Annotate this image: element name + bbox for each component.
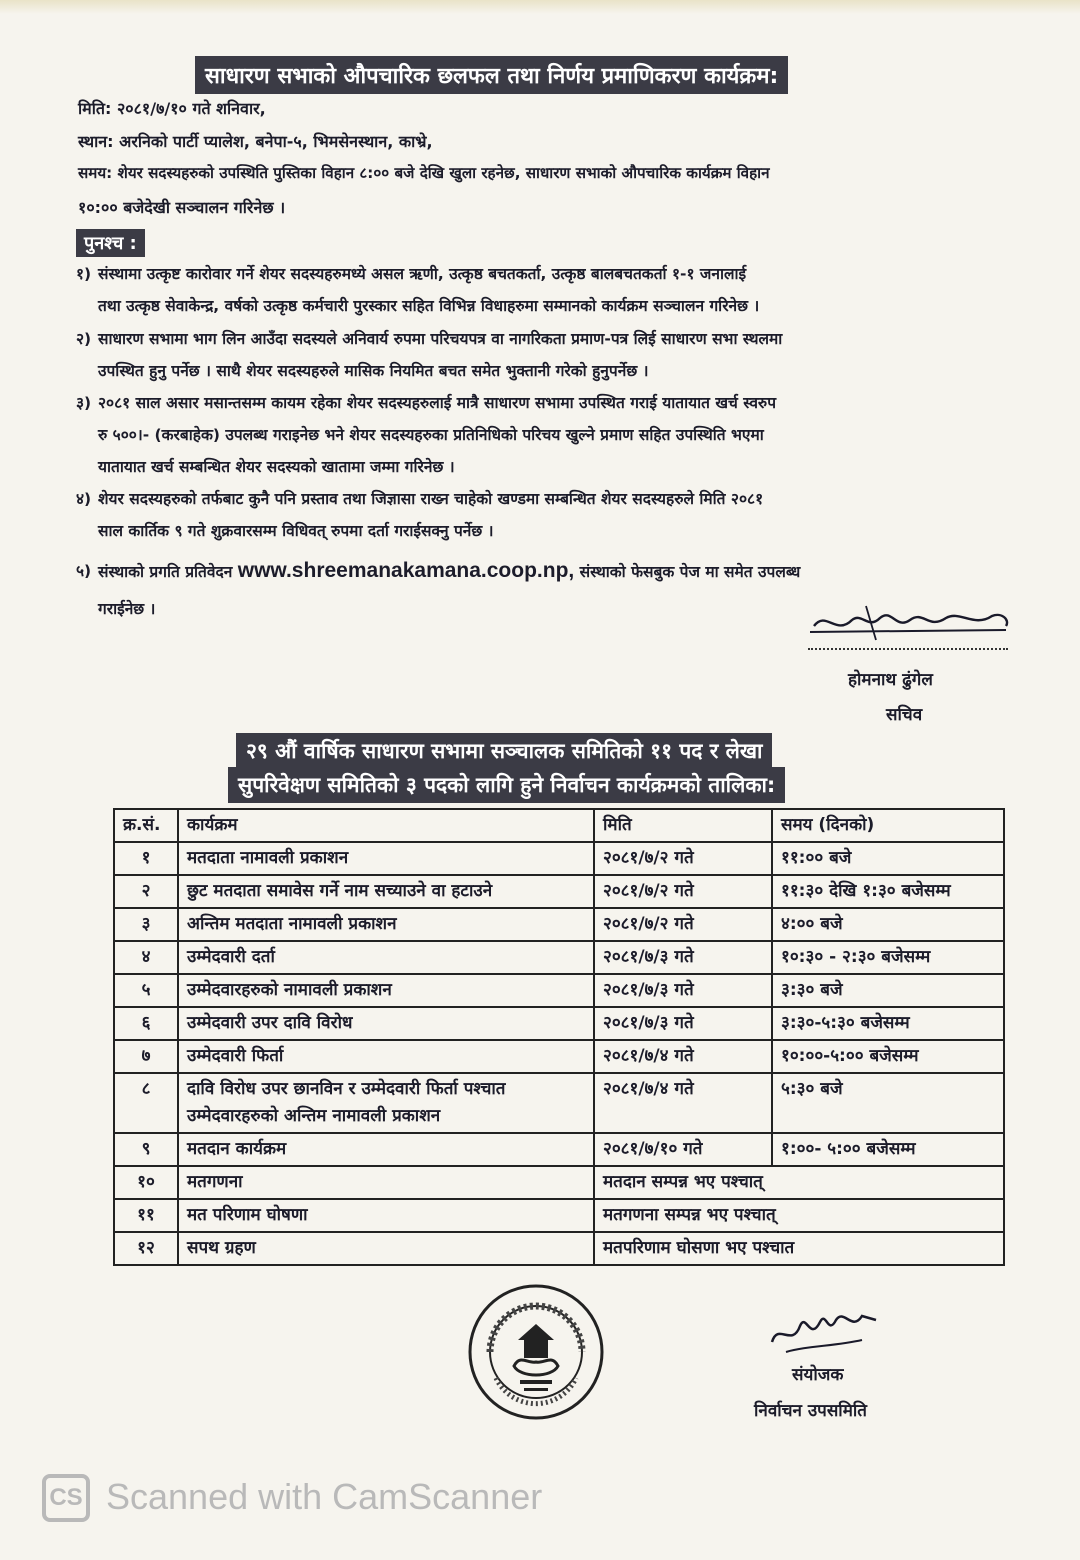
note-text: साधारण सभामा भाग लिन आउँदा सदस्यले अनिवार्य रुपमा परिचयपत्र वा नागरिकता प्रमाण-पत्र लिई साधारण सभा स्थलमा — [98, 330, 783, 348]
table-row — [114, 1073, 1004, 1133]
row-program: मतगणना — [178, 1166, 594, 1199]
row-program: अन्तिम मतदाता नामावली प्रकाशन — [178, 908, 594, 941]
row-program: दावि विरोध उपर छानविन र उम्मेदवारी फिर्ता पश्चात उम्मेदवारहरुको अन्तिम नामावली प्रकाशन — [178, 1073, 594, 1133]
table-row — [114, 908, 1004, 941]
note-number: ४) — [76, 490, 92, 508]
note-text: २०८१ साल असार मसान्तसम्म कायम रहेका शेयर सदस्यहरुलाई मात्रै साधारण सभामा उपस्थित गराई यातायात खर्च स्वरुप — [98, 394, 777, 412]
row-program: सपथ ग्रहण — [178, 1232, 594, 1265]
note-number: ५) — [76, 562, 92, 580]
row-time: ११:३० देखि १:३० बजेसम्म — [772, 875, 1004, 908]
venue-line: स्थान: अरनिको पार्टी प्यालेश, बनेपा-५, भिमसेनस्थान, काभ्रे, — [78, 132, 433, 151]
election-schedule-table — [113, 808, 1005, 1266]
row-date-time-merged: मतपरिणाम घोसणा भए पश्चात — [594, 1232, 1004, 1265]
election-subcommittee-label: निर्वाचन उपसमिति — [754, 1401, 867, 1421]
row-sn: ८ — [114, 1073, 178, 1133]
row-date: २०८१/७/४ गते — [594, 1040, 772, 1073]
row-time: ५:३० बजे — [772, 1073, 1004, 1133]
page-edge — [0, 0, 1080, 14]
row-time: १०:३० - २:३० बजेसम्म — [772, 941, 1004, 974]
row-time: ३:३० बजे — [772, 974, 1004, 1007]
time-line-2: १०:०० बजेदेखी सञ्चालन गरिनेछ । — [78, 198, 286, 217]
meeting-program-heading: साधारण सभाको औपचारिक छलफल तथा निर्णय प्रमाणिकरण कार्यक्रम: — [195, 56, 788, 94]
secretary-signature — [806, 600, 1016, 646]
table-row — [114, 1133, 1004, 1166]
note-text: साल कार्तिक ९ गते शुक्रवारसम्म विधिवत् रुपमा दर्ता गराईसक्नु पर्नेछ । — [98, 522, 494, 540]
row-program: मतदाता नामावली प्रकाशन — [178, 842, 594, 875]
row-sn: १२ — [114, 1232, 178, 1265]
camscanner-watermark-text: Scanned with CamScanner — [106, 1476, 543, 1517]
row-sn: ५ — [114, 974, 178, 1007]
row-date: २०८१/७/३ गते — [594, 941, 772, 974]
table-row — [114, 1232, 1004, 1265]
note-item-2 — [76, 323, 1016, 387]
cooperative-seal — [466, 1282, 606, 1422]
row-date: २०८१/७/४ गते — [594, 1073, 772, 1133]
note-text-after-url: संस्थाको फेसबुक पेज मा समेत उपलब्ध — [579, 563, 801, 581]
row-program: उम्मेदवारी फिर्ता — [178, 1040, 594, 1073]
signer-role: सचिव — [886, 705, 923, 725]
column-header-time: समय (दिनको) — [772, 809, 1004, 842]
row-date: २०८१/७/१० गते — [594, 1133, 772, 1166]
note-text: रु ५००।- (करबाहेक) उपलब्ध गराइनेछ भने शेयर सदस्यहरुका प्रतिनिधिको परिचय खुल्ने प्रमाण सहित उपस्थिति भएमा — [98, 426, 764, 444]
note-text: शेयर सदस्यहरुको तर्फबाट कुनै पनि प्रस्ताव तथा जिज्ञासा राख्न चाहेको खण्डमा सम्बन्धित शेयर सदस्यहरुले मिति २०८१ — [98, 490, 764, 508]
note-text: संस्थामा उत्कृष्ट कारोवार गर्ने शेयर सदस्यहरुमध्ये असल ऋणी, उत्कृष्ठ बचतकर्ता, उत्कृष्ठ बालबचतकर्ता १-१ जनालाई — [98, 265, 747, 283]
table-header-row — [114, 809, 1004, 842]
row-date-time-merged: मतदान सम्पन्न भए पश्चात् — [594, 1166, 1004, 1199]
note-item-4 — [76, 483, 1016, 547]
row-date: २०८१/७/३ गते — [594, 974, 772, 1007]
table-row — [114, 1007, 1004, 1040]
postscript-heading: पुनश्च : — [76, 229, 145, 257]
note-text: तथा उत्कृष्ठ सेवाकेन्द्र, वर्षको उत्कृष्ठ कर्मचारी पुरस्कार सहित विभिन्न विधाहरुमा सम्मानको कार्यक्रम सञ्चालन गरिनेछ । — [98, 297, 760, 315]
row-program: उम्मेदवारी दर्ता — [178, 941, 594, 974]
table-row — [114, 941, 1004, 974]
camscanner-logo: CS — [42, 1474, 90, 1522]
note-text: गराईनेछ । — [98, 600, 156, 618]
note-number: ३) — [76, 394, 92, 412]
note-text-before-url: संस्थाको प्रगति प्रतिवेदन — [98, 563, 233, 581]
row-program: उम्मेदवारी उपर दावि विरोध — [178, 1007, 594, 1040]
signature-dotted-line — [808, 648, 1008, 650]
row-sn: २ — [114, 875, 178, 908]
row-sn: ४ — [114, 941, 178, 974]
row-time: ३:३०-५:३० बजेसम्म — [772, 1007, 1004, 1040]
row-sn: १० — [114, 1166, 178, 1199]
row-time: १:००- ५:०० बजेसम्म — [772, 1133, 1004, 1166]
date-line: मिति: २०८१/७/१० गते शनिवार, — [78, 99, 266, 118]
note-text: यातायात खर्च सम्बन्धित शेयर सदस्यको खातामा जम्मा गरिनेछ । — [98, 458, 455, 476]
schedule-title-line-2: सुपरिवेक्षण समितिको ३ पदको लागि हुने निर्वाचन कार्यक्रमको तालिका: — [228, 767, 785, 803]
row-time: ११:०० बजे — [772, 842, 1004, 875]
row-date: २०८१/७/२ गते — [594, 875, 772, 908]
row-sn: ७ — [114, 1040, 178, 1073]
schedule-title-line-1: २९ औं वार्षिक साधारण सभामा सञ्चालक समितिको ११ पद र लेखा — [236, 733, 772, 769]
note-number: २) — [76, 330, 92, 348]
row-program: उम्मेदवारहरुको नामावली प्रकाशन — [178, 974, 594, 1007]
signer-name: होमनाथ ढुंगेल — [848, 670, 933, 690]
table-row — [114, 875, 1004, 908]
column-header-program: कार्यक्रम — [178, 809, 594, 842]
note-item-1 — [76, 258, 1016, 322]
row-time: १०:००-५:०० बजेसम्म — [772, 1040, 1004, 1073]
convener-signature — [766, 1302, 886, 1362]
row-sn: ६ — [114, 1007, 178, 1040]
row-sn: ९ — [114, 1133, 178, 1166]
row-time: ४:०० बजे — [772, 908, 1004, 941]
table-row — [114, 1199, 1004, 1232]
table-row — [114, 1040, 1004, 1073]
row-sn: ११ — [114, 1199, 178, 1232]
row-program: मत परिणाम घोषणा — [178, 1199, 594, 1232]
table-row — [114, 1166, 1004, 1199]
row-program: छुट मतदाता समावेस गर्ने नाम सच्याउने वा हटाउने — [178, 875, 594, 908]
time-line-1: समय: शेयर सदस्यहरुको उपस्थिति पुस्तिका विहान ८:०० बजे देखि खुला रहनेछ, साधारण सभाको औपचारिक कार्यक्रम विहान — [78, 164, 770, 182]
row-sn: ३ — [114, 908, 178, 941]
convener-label: संयोजक — [792, 1365, 844, 1385]
row-date: २०८१/७/३ गते — [594, 1007, 772, 1040]
row-date-time-merged: मतगणना सम्पन्न भए पश्चात् — [594, 1199, 1004, 1232]
row-program: मतदान कार्यक्रम — [178, 1133, 594, 1166]
note-item-3 — [76, 387, 1016, 483]
note-text — [98, 555, 800, 588]
row-date: २०८१/७/२ गते — [594, 842, 772, 875]
column-header-sn: क्र.सं. — [114, 809, 178, 842]
note-text: उपस्थित हुनु पर्नेछ । साथै शेयर सदस्यहरुले मासिक नियमित बचत समेत भुक्तानी गरेको हुनुपर्नेछ । — [98, 362, 649, 380]
row-sn: १ — [114, 842, 178, 875]
table-row — [114, 974, 1004, 1007]
column-header-date: मिति — [594, 809, 772, 842]
note-number: १) — [76, 265, 92, 283]
website-link[interactable]: www.shreemanakamana.coop.np, — [237, 559, 575, 582]
table-row — [114, 842, 1004, 875]
row-date: २०८१/७/२ गते — [594, 908, 772, 941]
